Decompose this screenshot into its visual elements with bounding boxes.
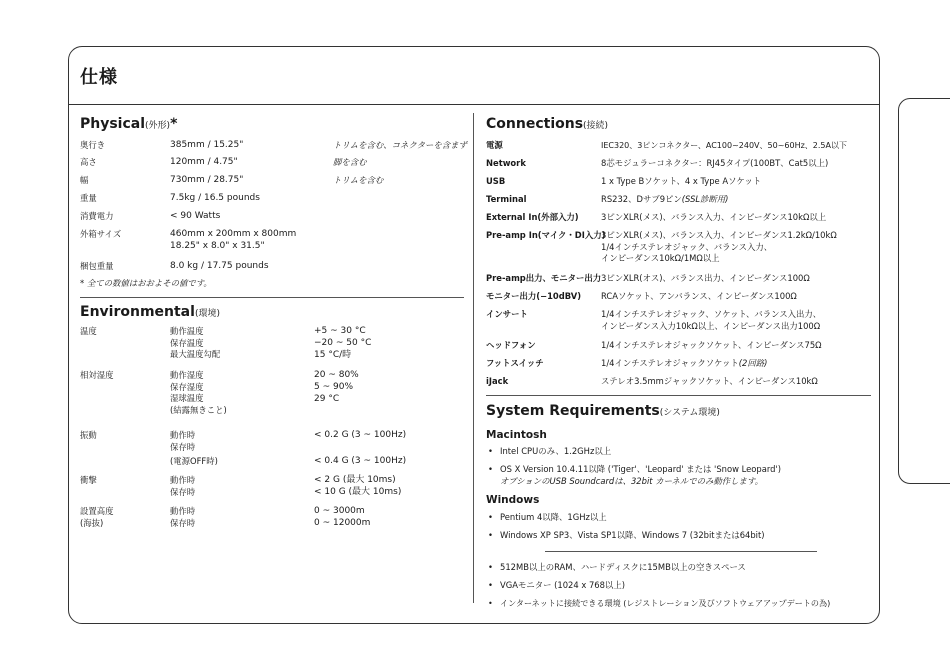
conn-label-network: Network — [486, 158, 526, 168]
physical-label-height: 高さ — [80, 157, 97, 167]
conn-value: RS232、Dサブ9ピン(SSL診断用) — [601, 194, 729, 204]
environmental-heading: Environmental(環境) — [80, 304, 220, 320]
env-cond: 最大温度勾配 — [170, 349, 221, 359]
windows-heading: Windows — [486, 494, 540, 506]
env-cond: 保存湿度 — [170, 381, 204, 392]
env-value: < 0.2 G (3 ~ 100Hz) — [314, 430, 407, 440]
title-divider — [68, 104, 880, 105]
conn-value: 1/4インチステレオジャック、ソケット、バランス入出力、 — [601, 309, 822, 319]
conn-value: IEC320、3ピンコネクター、AC100~240V、50~60Hz、2.5A以下 — [601, 141, 847, 150]
connections-divider — [486, 395, 871, 396]
conn-value: 8芯モジュラーコネクター：RJ45タイプ(100BT、Cat5以上) — [601, 158, 829, 168]
common-requirement: • 512MB以上のRAM、ハードディスクに15MB以上の空きスペース — [500, 562, 746, 574]
physical-footnote: * 全ての数値はおおよその値です。 — [80, 278, 212, 288]
physical-label-depth: 奥行き — [80, 140, 106, 150]
env-value: 5 ~ 90% — [314, 382, 353, 392]
conn-label-external-in: External In(外部入力) — [486, 212, 579, 222]
requirements-divider — [545, 551, 817, 552]
env-cond: 保存時 — [170, 441, 196, 452]
conn-label-usb: USB — [486, 176, 506, 186]
common-requirement: • VGAモニター (1024 x 768以上) — [500, 580, 625, 592]
physical-value-box-size-inches: 18.25" x 8.0" x 31.5" — [170, 241, 265, 251]
conn-label-headphones: ヘッドフォン — [486, 340, 536, 350]
physical-label-packed-weight: 梱包重量 — [80, 261, 114, 271]
conn-label-preamp-in: Pre-amp In(マイク・DI入力) — [486, 230, 606, 240]
env-cond: 保存時 — [170, 486, 196, 497]
env-value: 0 ~ 12000m — [314, 518, 371, 528]
conn-label-preamp-out: Pre-amp出力、モニター出力 — [486, 273, 602, 283]
env-cond: (電源OFF時) — [170, 456, 218, 466]
windows-requirement: • Windows XP SP3、Vista SP1以降、Windows 7 (32bitまたは64bit) — [500, 530, 765, 542]
conn-value: 3ピンXLR(オス)、バランス出力、インピーダンス100Ω — [601, 273, 810, 283]
env-cond: (結露無きこと) — [170, 404, 227, 415]
physical-note-width: トリムを含む — [333, 175, 384, 185]
env-label-altitude: 設置高度 — [80, 506, 114, 516]
conn-label-insert: インサート — [486, 309, 528, 319]
page-title: 仕様 — [80, 67, 118, 88]
env-label-altitude-sub: (海抜) — [80, 517, 104, 528]
env-value: +5 ~ 30 °C — [314, 326, 366, 336]
conn-label-power: 電源 — [486, 140, 503, 150]
env-cond: 動作時 — [170, 506, 196, 516]
physical-heading: Physical(外形)* — [80, 116, 178, 132]
env-label-humidity: 相対湿度 — [80, 370, 114, 380]
env-label-shock: 衝撃 — [80, 475, 97, 485]
conn-value: インピーダンス入力10kΩ以上、インピーダンス出力100Ω — [601, 320, 821, 331]
env-value: 29 °C — [314, 394, 340, 404]
conn-value: RCAソケット、アンバランス、インピーダンス100Ω — [601, 291, 797, 301]
connections-heading: Connections(接続) — [486, 116, 609, 132]
side-tab — [898, 98, 950, 484]
conn-value: 3ピンXLR(メス)、バランス入力、インピーダンス1.2kΩ/10kΩ — [601, 230, 837, 240]
conn-value: 1/4インチステレオジャックソケット、インピーダンス75Ω — [601, 340, 822, 350]
env-cond: 湿球温度 — [170, 393, 204, 403]
env-value: 0 ~ 3000m — [314, 506, 365, 516]
mac-requirement: • OS X Version 10.4.11以降 ('Tiger'、'Leopard' または 'Snow Leopard') — [500, 464, 781, 476]
env-cond: 保存温度 — [170, 337, 204, 348]
env-value: < 10 G (最大 10ms) — [314, 487, 402, 497]
conn-value: 1/4インチステレオジャック、バランス入力、 — [601, 241, 773, 252]
physical-value-height: 120mm / 4.75" — [170, 157, 238, 167]
env-cond: 動作温度 — [170, 326, 204, 336]
physical-value-box-size: 460mm x 200mm x 800mm — [170, 229, 297, 239]
physical-note-depth: トリムを含む、コネクターを含まず — [333, 140, 467, 150]
env-value: < 2 G (最大 10ms) — [314, 475, 396, 485]
physical-value-packed-weight: 8.0 kg / 17.75 pounds — [170, 261, 269, 271]
mac-heading: Macintosh — [486, 429, 547, 441]
env-value: 20 ~ 80% — [314, 370, 359, 380]
physical-note-height: 脚を含む — [333, 157, 367, 167]
physical-divider — [80, 297, 464, 298]
env-cond: 動作時 — [170, 430, 196, 440]
conn-value: ステレオ3.5mmジャックソケット、インピーダンス10kΩ — [601, 376, 818, 386]
column-divider — [473, 113, 474, 603]
conn-value: 1/4インチステレオジャックソケット(2回路) — [601, 358, 768, 368]
physical-value-depth: 385mm / 15.25" — [170, 140, 244, 150]
physical-label-width: 幅 — [80, 175, 89, 185]
conn-label-monitor-out: モニター出力(−10dBV) — [486, 291, 582, 301]
env-cond: 保存時 — [170, 517, 196, 528]
physical-label-box-size: 外箱サイズ — [80, 229, 122, 239]
env-label-temperature: 温度 — [80, 326, 97, 336]
physical-label-power: 消費電力 — [80, 211, 114, 221]
env-cond: 動作湿度 — [170, 370, 204, 380]
conn-value: 1 x Type Bソケット、4 x Type Aソケット — [601, 176, 762, 186]
env-cond: 動作時 — [170, 475, 196, 485]
common-requirement: • インターネットに接続できる環境 (レジストレーション及びソフトウェアアップデートの為) — [500, 598, 830, 610]
windows-requirement: • Pentium 4以降、1GHz以上 — [500, 512, 607, 524]
env-label-vibration: 振動 — [80, 430, 97, 440]
physical-value-weight: 7.5kg / 16.5 pounds — [170, 193, 260, 203]
physical-value-power: < 90 Watts — [170, 211, 221, 221]
conn-label-ijack: iJack — [486, 376, 509, 386]
conn-label-footswitch: フットスイッチ — [486, 358, 544, 368]
env-value: 15 °C/時 — [314, 350, 352, 360]
mac-note: オプションのUSB Soundcardは、32bit カーネルでのみ動作します。 — [500, 476, 763, 486]
physical-value-width: 730mm / 28.75" — [170, 175, 244, 185]
physical-label-weight: 重量 — [80, 193, 97, 203]
env-value: −20 ~ 50 °C — [314, 338, 372, 348]
mac-requirement: • Intel CPUのみ、1.2GHz以上 — [500, 446, 611, 458]
conn-label-terminal: Terminal — [486, 194, 527, 204]
conn-value: 3ピンXLR(メス)、バランス入力、インピーダンス10kΩ以上 — [601, 212, 827, 222]
env-value: < 0.4 G (3 ~ 100Hz) — [314, 456, 407, 466]
conn-value: インピーダンス10kΩ/1MΩ以上 — [601, 253, 720, 263]
system-heading: System Requirements(システム環境) — [486, 403, 720, 419]
